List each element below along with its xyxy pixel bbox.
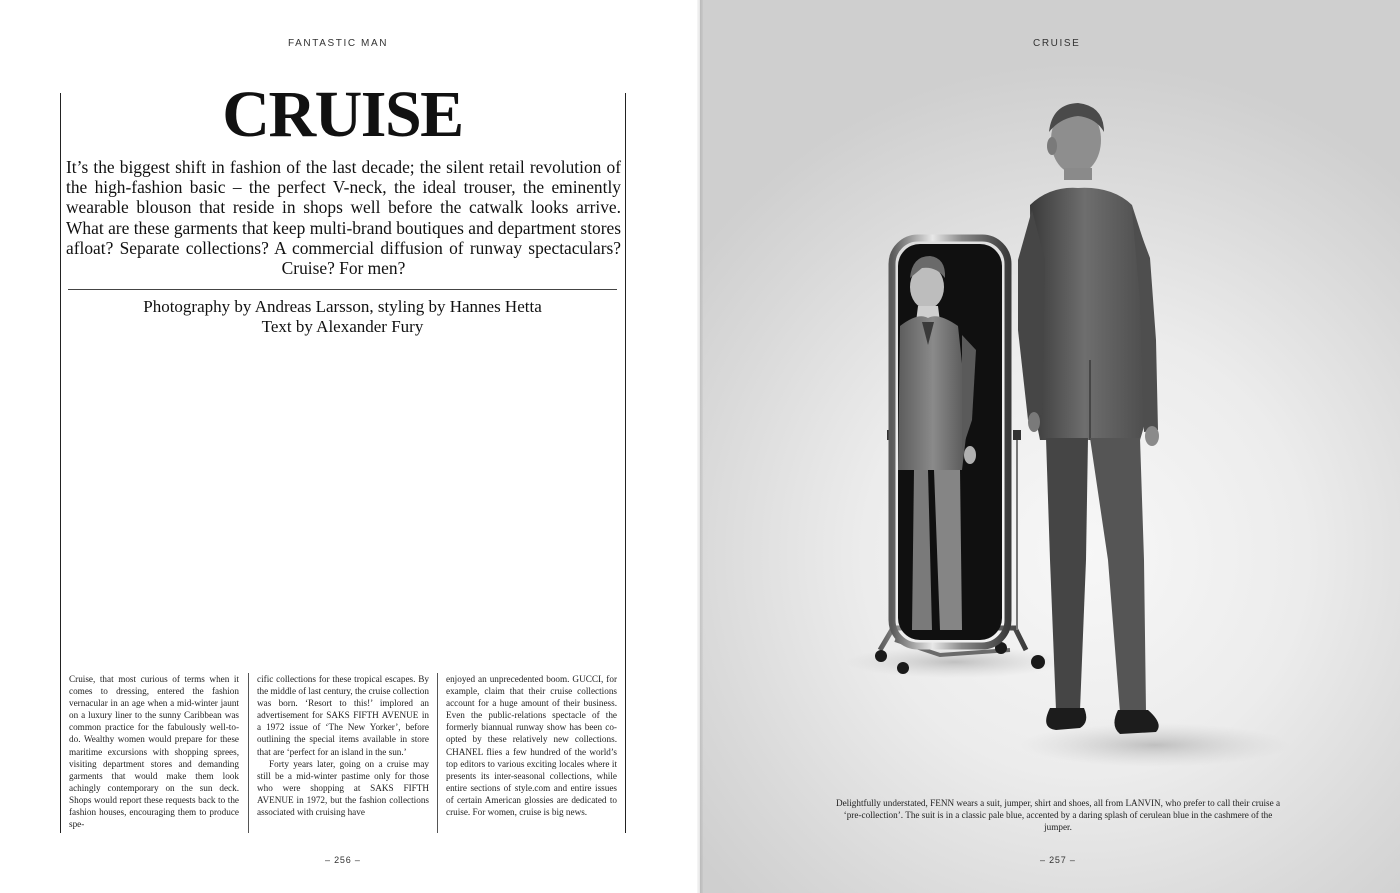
photograph-man-and-mirror — [700, 0, 1400, 893]
text-credit: Text by Alexander Fury — [261, 317, 424, 336]
credits — [60, 297, 625, 337]
running-head-right: CRUISE — [1033, 38, 1081, 49]
body-paragraph: Cruise, that most curious of terms when it comes to dressing, entered the fashion vernacular in an age when a mid-winter jaunt on a luxury liner to the sunny Caribbean was common practice for the fabulously well-to-do. Wealthy women would prepare for these maritime excursions with shopping sprees, visiting department stores and demanding garments that would make them look achingly contemporary on the sun deck. Shops would report these requests back to the fashion houses, encouraging them to produce spe- — [69, 674, 239, 830]
body-paragraph: Forty years later, going on a cruise may still be a mid-winter pastime only for those who were shopping at SAKS FIFTH AVENUE in 1972, but the fashion collections associated with cruising have — [257, 758, 429, 818]
photography-credit: Photography by Andreas Larsson, styling by Hannes Hetta — [143, 297, 542, 316]
standfirst: It’s the biggest shift in fashion of the last decade; the silent retail revolution of the high-fashion basic – the perfect V-neck, the ideal trouser, the eminently wearable blouson that reside in shops well before the catwalk looks arrive. What are these garments that keep multi-brand boutiques and department stores afloat? Separate collections? A commercial diffusion of runway spectaculars? Cruise? For men? — [66, 157, 621, 279]
body-column-3 — [446, 673, 617, 818]
photo-caption: Delightfully understated, FENN wears a suit, jumper, shirt and shoes, all from LANVIN, who prefer to call their cruise a ‘pre-collection’. The suit is in a classic pale blue, accented by a daring splash of cerulean blue in the cashmere of the jumper. — [835, 798, 1281, 832]
body-column-2 — [257, 673, 429, 818]
page-number-left: – 256 – — [325, 855, 361, 865]
page-number-right: – 257 – — [1040, 855, 1076, 865]
right-margin-rule — [625, 93, 626, 833]
body-paragraph: enjoyed an unprecedented boom. GUCCI, for example, claim that their cruise collections account for a huge amount of their business. Even the public-relations spectacle of the formerly biannual runway show has been co-opted by these relatively new collections. CHANEL flies a few hundred of the world’s top editors to various exciting locales where it presents its inter-seasonal collections, while entire sections of style.com and entire issues of certain American glossies are dedicated to cruise. For women, cruise is big news. — [446, 674, 617, 818]
body-paragraph: cific collections for these tropical escapes. By the middle of last century, the cruise collection was born. ‘Resort to this!’ implored an advertisement for SAKS FIFTH AVENUE in a 1972 issue of ‘The New Yorker’, before outlining the special items available in store that are ‘perfect for an island in the sun.’ — [257, 674, 429, 757]
right-page — [700, 0, 1400, 893]
column-divider — [437, 673, 438, 833]
spine-gutter — [697, 0, 703, 893]
standfirst-divider — [68, 289, 617, 290]
body-column-1 — [69, 673, 239, 830]
left-margin-rule — [60, 93, 61, 833]
column-divider — [248, 673, 249, 833]
running-head-left: FANTASTIC MAN — [288, 38, 389, 49]
article-title: CRUISE — [222, 78, 463, 151]
